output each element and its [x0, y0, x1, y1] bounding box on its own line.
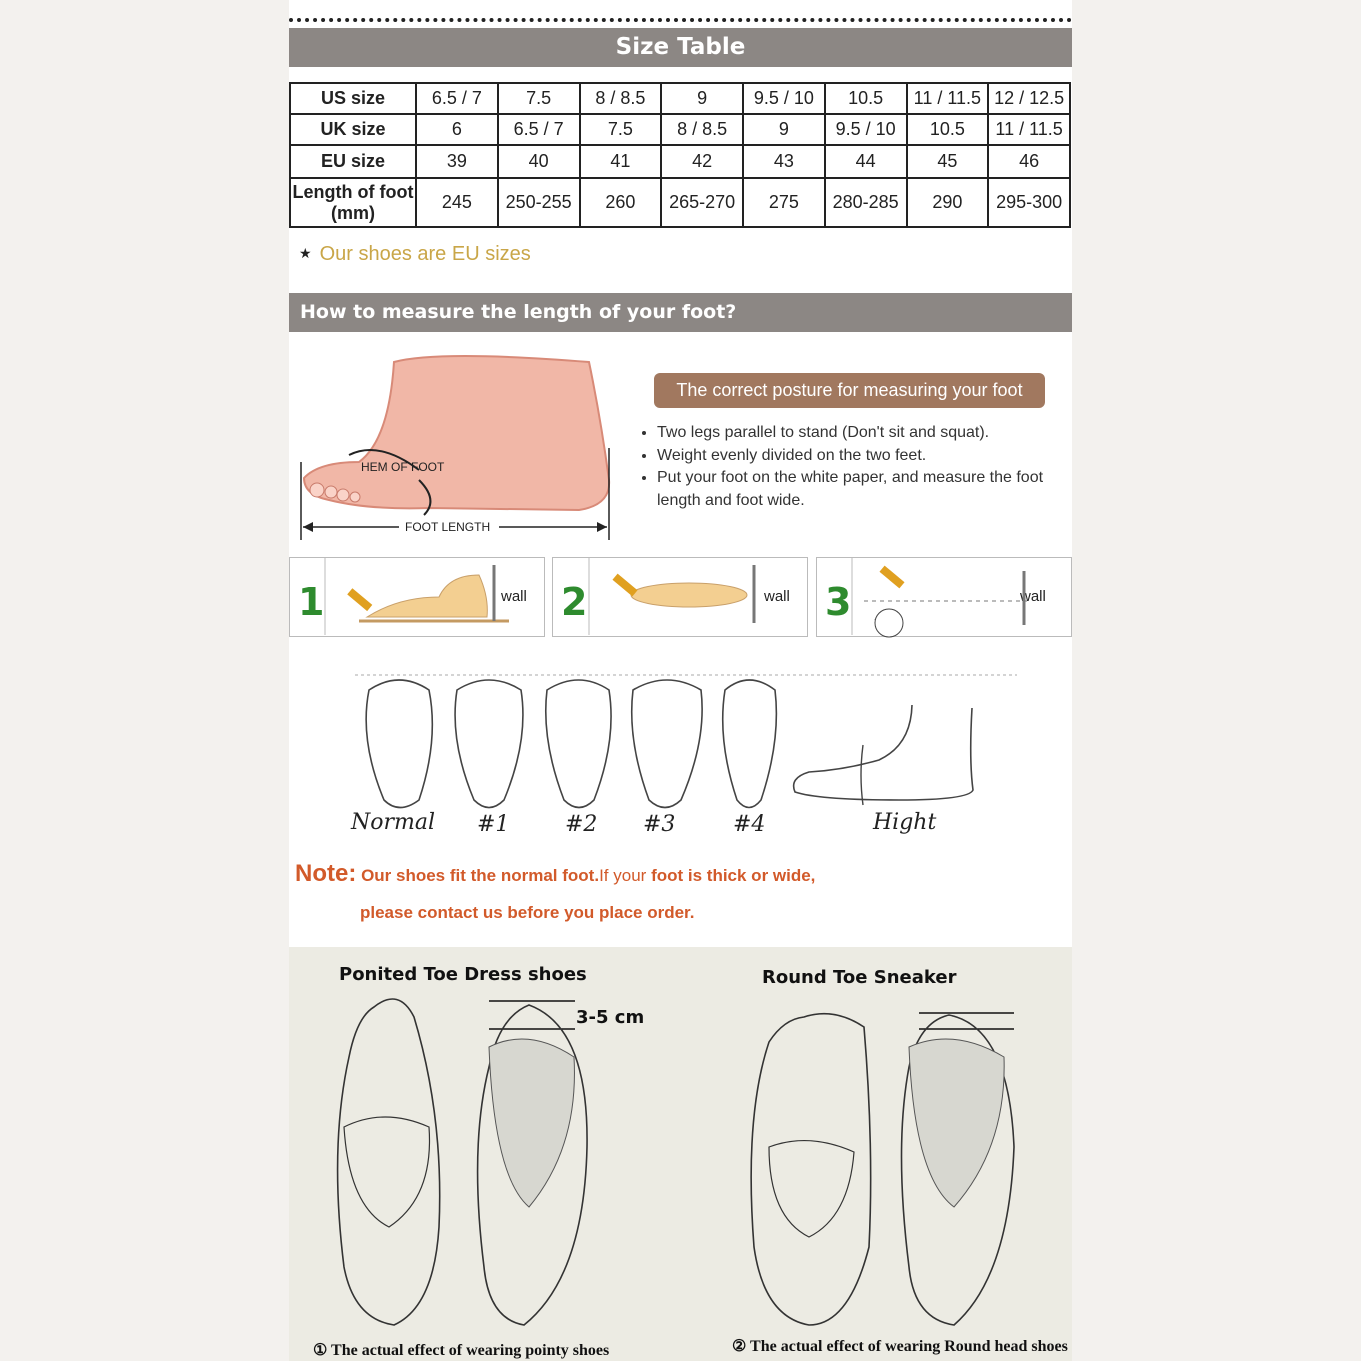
- size-cell: 250-255: [498, 178, 580, 227]
- foot-type-label: Hight: [873, 810, 937, 835]
- hem-of-foot-label: HEM OF FOOT: [361, 460, 445, 474]
- size-row-label: EU size: [290, 145, 416, 178]
- bullet-item: • Put your foot on the white paper, and measure the foot length and foot wide.: [657, 467, 1072, 512]
- posture-title: The correct posture for measuring your foot: [654, 373, 1045, 408]
- size-cell: 265-270: [661, 178, 743, 227]
- bullet-item: • Two legs parallel to stand (Don't sit and squat).: [657, 422, 1072, 445]
- size-cell: 275: [743, 178, 825, 227]
- note-part-2: If your: [599, 866, 647, 885]
- size-cell: 6.5 / 7: [416, 83, 498, 114]
- wall-label: wall: [764, 588, 790, 605]
- note-line-2: please contact us before you place order.: [360, 903, 695, 922]
- gap-label: 3-5 cm: [576, 1007, 645, 1028]
- size-cell: 40: [498, 145, 580, 178]
- size-table-title: Size Table: [289, 28, 1072, 67]
- size-cell: 41: [580, 145, 662, 178]
- size-cell: 10.5: [825, 83, 907, 114]
- size-cell: 9.5 / 10: [743, 83, 825, 114]
- measure-title: How to measure the length of your foot?: [289, 293, 1072, 332]
- size-cell: 295-300: [988, 178, 1070, 227]
- round-toe-title: Round Toe Sneaker: [762, 967, 957, 988]
- size-cell: 44: [825, 145, 907, 178]
- size-cell: 46: [988, 145, 1070, 178]
- pointed-toe-caption: ① The actual effect of wearing pointy shoes: [313, 1342, 610, 1359]
- foot-type-label: #3: [643, 812, 676, 837]
- size-cell: 45: [907, 145, 989, 178]
- size-guide-sheet: [289, 0, 1072, 1361]
- size-cell: 260: [580, 178, 662, 227]
- foot-type-label: #1: [477, 812, 510, 837]
- step-number: 3: [825, 580, 852, 624]
- round-toe-caption: ② The actual effect of wearing Round head shoes: [732, 1338, 1068, 1355]
- shoe-fit-section: [289, 947, 1072, 1361]
- note-prefix: Note:: [295, 860, 357, 887]
- size-cell: 8 / 8.5: [580, 83, 662, 114]
- size-cell: 7.5: [580, 114, 662, 145]
- wall-label: wall: [501, 588, 527, 605]
- size-cell: 245: [416, 178, 498, 227]
- size-cell: 280-285: [825, 178, 907, 227]
- size-row-label: UK size: [290, 114, 416, 145]
- wall-label: wall: [1020, 588, 1046, 605]
- size-cell: 7.5: [498, 83, 580, 114]
- shoe-drawings: [289, 947, 1072, 1361]
- size-cell: 6: [416, 114, 498, 145]
- step-number: 1: [298, 580, 325, 624]
- size-row-label: US size: [290, 83, 416, 114]
- size-cell: 10.5: [907, 114, 989, 145]
- size-cell: 9.5 / 10: [825, 114, 907, 145]
- size-cell: 42: [661, 145, 743, 178]
- note-part-1: Our shoes fit the normal foot.: [361, 866, 600, 885]
- bullet-item: • Weight evenly divided on the two feet.: [657, 445, 1072, 468]
- bullet-star-icon: ★: [299, 245, 312, 261]
- size-cell: 6.5 / 7: [498, 114, 580, 145]
- note-line-1: [295, 860, 815, 888]
- size-cell: 9: [743, 114, 825, 145]
- foot-length-label: FOOT LENGTH: [405, 520, 491, 534]
- size-cell: 290: [907, 178, 989, 227]
- size-cell: 12 / 12.5: [988, 83, 1070, 114]
- foot-type-label: #2: [565, 812, 598, 837]
- eu-size-note-text: Our shoes are EU sizes: [319, 243, 531, 265]
- pointed-toe-title: Ponited Toe Dress shoes: [339, 964, 587, 985]
- note-part-3: foot is thick or wide,: [651, 866, 816, 885]
- size-row-label: Length of foot (mm): [290, 178, 416, 227]
- foot-type-label: #4: [733, 812, 766, 837]
- size-cell: 8 / 8.5: [661, 114, 743, 145]
- size-cell: 11 / 11.5: [988, 114, 1070, 145]
- size-cell: 9: [661, 83, 743, 114]
- step-number: 2: [561, 580, 588, 624]
- size-cell: 11 / 11.5: [907, 83, 989, 114]
- size-cell: 43: [743, 145, 825, 178]
- size-cell: 39: [416, 145, 498, 178]
- foot-type-label: Normal: [351, 810, 436, 835]
